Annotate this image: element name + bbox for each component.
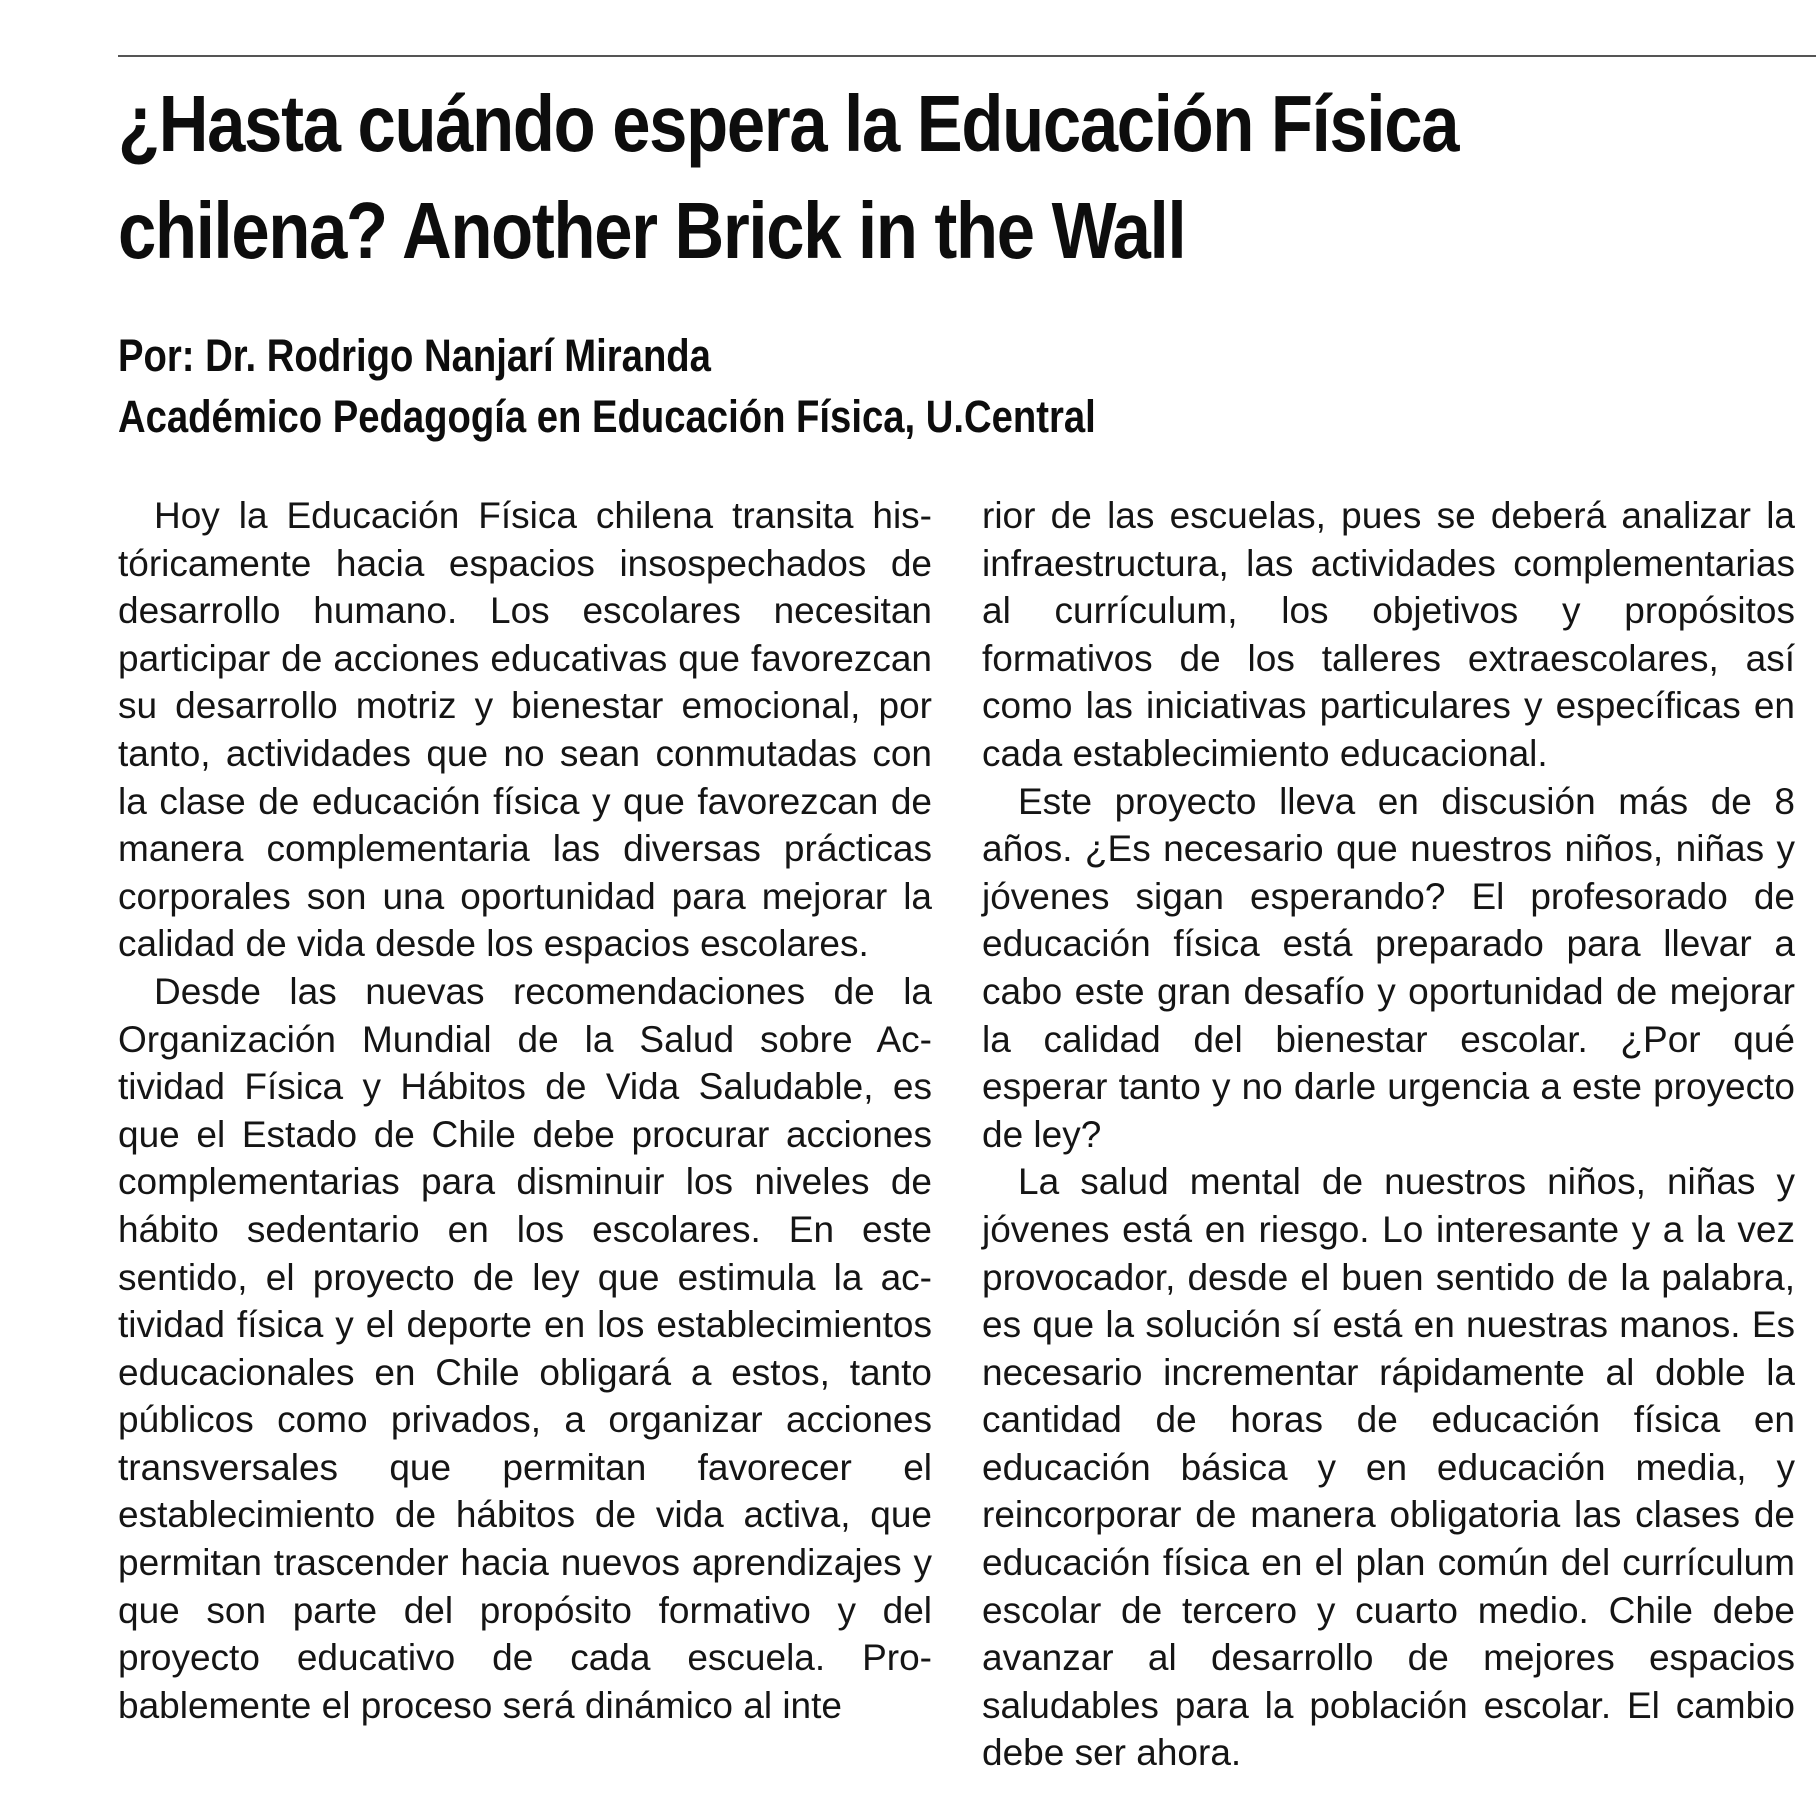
body-paragraph: Desde las nuevas recomendaciones de la Organización Mundial de la Salud sobre Actividad Física y Hábitos de Vida Saludable, es que el Estado de Chile debe procurar acciones complementarias para disminuir los niveles de hábito sedentario en los escolares. En este sentido, el proyecto de ley que estimula la actividad física y el deporte en los establecimientos educacionales en Chile obligará a estos, tanto públicos como privados, a organizar acciones transversales que permitan favorecer el establecimiento de hábitos de vida activa, que permitan trascender hacia nuevos aprendizajes y que son parte del propósito formativo y del proyecto educativo de cada escuela. Probablemente el proceso será dinámico al inte <box>118 970 932 1726</box>
byline-affiliation: Académico Pedagogía en Educación Física, U.Central <box>118 391 1096 442</box>
body-column-left <box>118 492 932 1729</box>
body-paragraph: Este proyecto lleva en discusión más de 8 años. ¿Es necesario que nuestros niños, niñas y jóvenes sigan esperando? El profesorado de educación física está preparado para llevar a cabo este gran desafío y oportunidad de mejorar la calidad del bienestar escolar. ¿Por qué esperar tanto y no darle urgencia a este proyecto de ley? <box>982 780 1795 1155</box>
byline-author: Por: Dr. Rodrigo Nanjarí Miranda <box>118 330 711 381</box>
body-paragraph-continued: rior de las escuelas, pues se deberá analizar la infraestructura, las actividades complementarias al currículum, los objetivos y propósitos formativos de los talleres extraescolares, así como las iniciativas particulares y específicas en cada establecimiento educacional. <box>982 495 1795 774</box>
body-column-right <box>982 492 1795 1777</box>
body-paragraph: La salud mental de nuestros niños, niñas y jóvenes está en riesgo. Lo interesante y a la vez provocador, desde el buen sentido de la palabra, es que la solución sí está en nuestras manos. Es necesario incrementar rápidamente al doble la cantidad de horas de educación física en educación básica y en educación media, y reincorporar de manera obligatoria las clases de educación física en el plan común del currículum escolar de tercero y cuarto medio. Chile debe avanzar al desarrollo de mejores espacios saludables para la población escolar. El cambio debe ser ahora. <box>982 1161 1795 1774</box>
body-paragraph: Hoy la Educación Física chilena transita históricamente hacia espacios insospechados de desarrollo humano. Los escolares necesitan participar de acciones educativas que favorezcan su desarrollo motriz y bienestar emocional, por tanto, actividades que no sean conmutadas con la clase de educación física y que favorezcan de manera complementaria las diversas prácticas corporales son una oportunidad para mejorar la calidad de vida desde los espacios escolares. <box>118 495 932 965</box>
top-divider-rule <box>118 55 1816 57</box>
article-byline <box>118 325 1555 447</box>
article-headline: ¿Hasta cuándo espera la Educación Física chilena? Another Brick in the Wall <box>118 79 1459 275</box>
